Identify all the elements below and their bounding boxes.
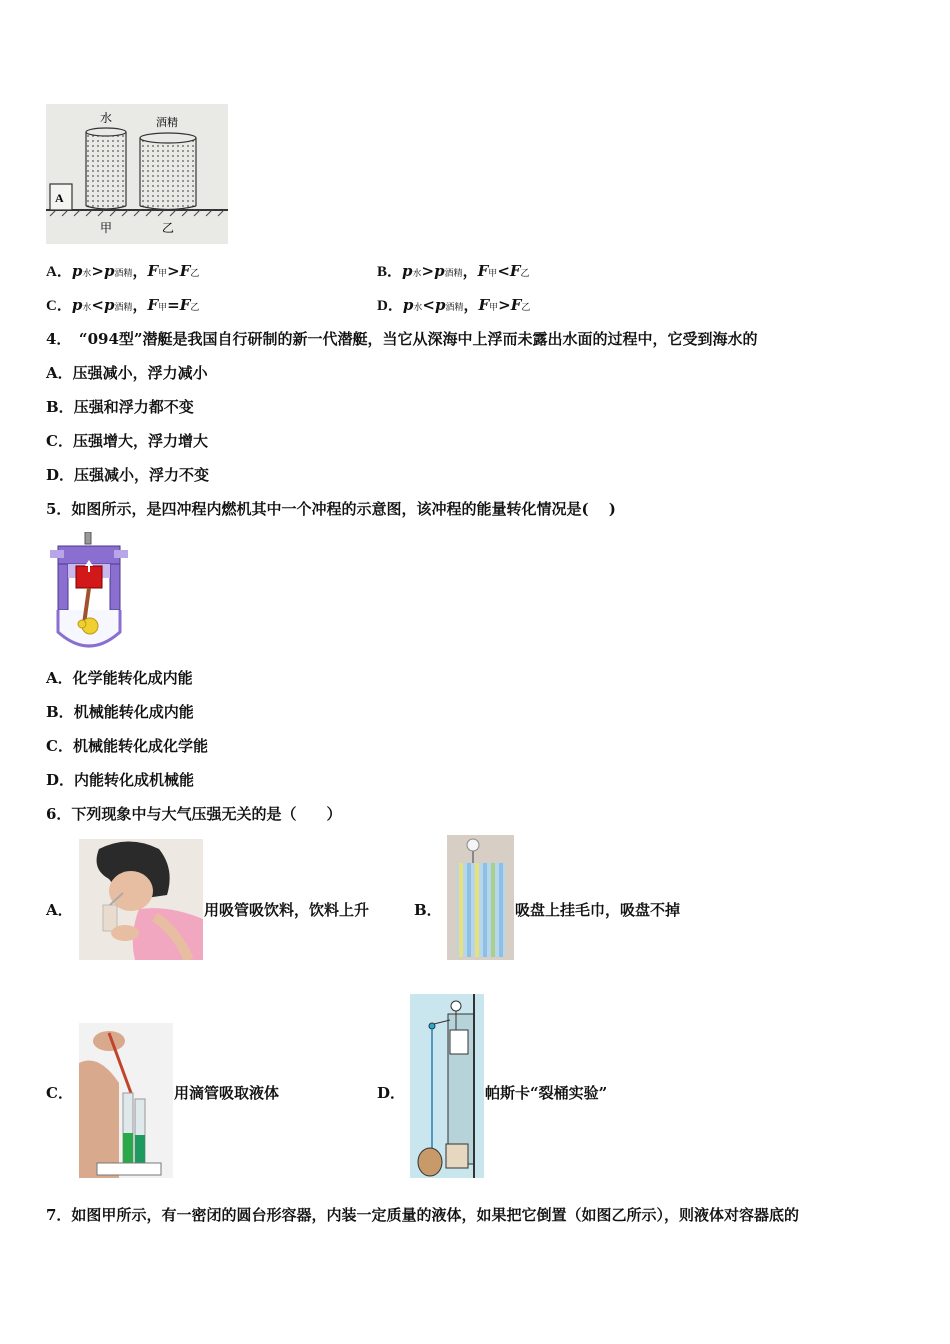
q4-option-c[interactable]: C．压强增大，浮力增大 [46, 432, 208, 450]
barrel-icon [410, 994, 484, 1178]
water-label: 水 [100, 111, 113, 125]
q6-stem: 6．下列现象中与大气压强无关的是（ ） [46, 805, 342, 823]
engine-figure [48, 532, 130, 654]
yi-label: 乙 [162, 221, 175, 235]
q3-option-b[interactable]: B．p水>p酒精，F甲<F乙 [377, 262, 530, 280]
alcohol-label: 酒精 [156, 116, 178, 129]
straw-drinking-icon [79, 839, 203, 960]
q6-option-d-letter[interactable]: D． [377, 1084, 406, 1102]
option-letter: D． [377, 298, 403, 314]
dropper-photo [79, 1023, 173, 1178]
option-letter: A． [46, 264, 72, 280]
q6-option-b-letter[interactable]: B． [414, 901, 442, 919]
q5-option-d[interactable]: D．内能转化成机械能 [46, 771, 195, 789]
q4-option-a[interactable]: A．压强减小，浮力减小 [46, 364, 208, 382]
q3-option-a[interactable]: A．p水>p酒精，F甲>F乙 [46, 262, 200, 280]
q6-option-a-text: 用吸管吸饮料，饮料上升 [204, 901, 370, 919]
jia-label: 甲 [100, 221, 113, 235]
q7-stem: 7．如图甲所示，有一密闭的圆台形容器，内装一定质量的液体，如果把它倒置（如图乙所示），则液体对容器底的 [46, 1206, 799, 1224]
straw-drinking-photo [79, 839, 203, 960]
q5-stem: 5．如图所示，是四冲程内燃机其中一个冲程的示意图，该冲程的能量转化情况是( ) [46, 500, 616, 518]
q4-option-d[interactable]: D．压强减小，浮力不变 [46, 466, 210, 484]
option-letter: C． [46, 298, 72, 314]
q6-option-a-letter[interactable]: A． [46, 901, 73, 919]
q5-option-a[interactable]: A．化学能转化成内能 [46, 669, 193, 687]
q6-option-c-letter[interactable]: C． [46, 1084, 73, 1102]
dropper-icon [79, 1023, 173, 1178]
towel-suction-photo [447, 835, 514, 960]
q6-option-c-text: 用滴管吸取液体 [174, 1084, 280, 1102]
block-a-label: A [55, 191, 64, 205]
q4-option-b[interactable]: B．压强和浮力都不变 [46, 398, 194, 416]
q6-option-d-text: 帕斯卡“裂桶实验” [485, 1084, 608, 1102]
q6-option-b-text: 吸盘上挂毛巾，吸盘不掉 [515, 901, 681, 919]
q3-figure [46, 104, 228, 244]
towel-icon [447, 835, 514, 960]
q4-stem: 4． “094型”潜艇是我国自行研制的新一代潜艇，当它从深海中上浮而未露出水面的过程中，它受到海水的 [46, 330, 758, 348]
q5-option-c[interactable]: C．机械能转化成化学能 [46, 737, 208, 755]
q3-option-c[interactable]: C．p水<p酒精，F甲=F乙 [46, 296, 200, 314]
q5-option-b[interactable]: B．机械能转化成内能 [46, 703, 194, 721]
cylinders-diagram [46, 104, 228, 244]
engine-icon [48, 532, 130, 654]
barrel-experiment-drawing [410, 994, 484, 1178]
option-letter: B． [377, 264, 403, 280]
q3-option-d[interactable]: D．p水<p酒精，F甲>F乙 [377, 296, 531, 314]
